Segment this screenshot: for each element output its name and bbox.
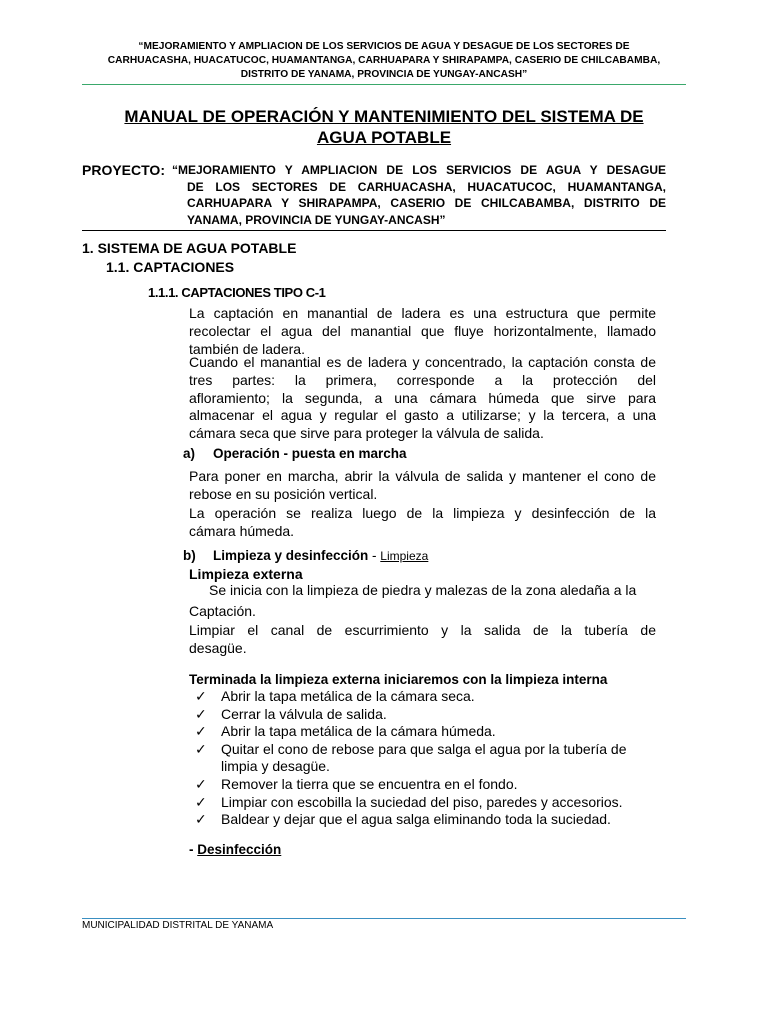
text-line: rebose en su posición vertical. <box>189 485 378 502</box>
text-line: afloramiento; la segunda, a una cámara húmeda que sirve para <box>189 389 656 406</box>
operation-paragraph <box>189 468 656 504</box>
channel-paragraph <box>189 622 656 658</box>
check-mark-icon: ✓ <box>195 705 207 722</box>
list-tag: b) <box>183 548 196 563</box>
check-mark-icon: ✓ <box>195 688 207 704</box>
step-text: Remover la tierra que se encuentra en el fondo. <box>221 775 518 792</box>
list-item <box>195 706 665 724</box>
list-item <box>195 741 665 776</box>
step-text: Baldear y dejar que el agua salga eliminando toda la suciedad. <box>221 811 611 828</box>
disinfection-heading <box>189 842 281 857</box>
header-line: “MEJORAMIENTO Y AMPLIACION DE LOS SERVICIOS DE AGUA Y DESAGUE DE LOS SECTORES DE <box>138 41 630 52</box>
header-divider <box>82 84 686 85</box>
step-text: Abrir la tapa metálica de la cámara seca. <box>221 688 475 704</box>
text-line: recolectar el agua del manantial que fluye horizontalmente, llamado <box>189 322 656 339</box>
footer-divider <box>82 918 686 919</box>
text-line: desagüe. <box>189 639 247 656</box>
list-item <box>195 811 665 829</box>
text-line: almacenar el agua y regular el gasto a utilizarse; y la tercera, a una <box>189 407 656 424</box>
step-text: Limpiar con escobilla la suciedad del piso, paredes y accesorios. <box>221 793 623 810</box>
step-text: Abrir la tapa metálica de la cámara húmeda. <box>221 723 496 740</box>
check-mark-icon: ✓ <box>195 723 207 740</box>
list-item <box>195 776 665 794</box>
check-mark-icon: ✓ <box>195 740 207 757</box>
text-line: Para poner en marcha, abrir la válvula de salida y mantener el cono de <box>189 468 656 484</box>
list-tag: a) <box>183 446 196 461</box>
internal-cleaning-title: Terminada la limpieza externa iniciaremos con la limpieza interna <box>189 672 608 687</box>
check-mark-icon: ✓ <box>195 811 207 828</box>
section-heading: 1. SISTEMA DE AGUA POTABLE <box>82 240 297 256</box>
text-line: cámara húmeda. <box>189 522 295 539</box>
document-title <box>82 106 686 148</box>
text-line: cámara seca que sirve para proteger la válvula de salida. <box>189 425 544 442</box>
check-mark-icon: ✓ <box>195 793 207 810</box>
text-line: también de ladera. <box>189 340 305 357</box>
footer-text: MUNICIPALIDAD DISTRITAL DE YANAMA <box>82 920 274 931</box>
step-text: Cerrar la válvula de salida. <box>221 705 387 722</box>
check-mark-icon: ✓ <box>195 775 207 792</box>
external-cleaning-line: Se inicia con la limpieza de piedra y malezas de la zona aledaña a la <box>209 582 637 598</box>
internal-cleaning-steps <box>195 688 665 829</box>
intro-paragraph <box>189 354 656 443</box>
project-divider <box>82 230 666 231</box>
project-line: DE LOS SECTORES DE CARHUACASHA, HUACATUCOC, HUAMANTANGA, <box>187 180 666 194</box>
text-line: tres partes: la primera, corresponde a la protección del <box>189 371 656 388</box>
heading-dash: - <box>368 548 381 563</box>
step-text: Quitar el cono de rebose para que salga el agua por la tubería de limpia y desagüe. <box>221 740 627 775</box>
subsubsection-heading: 1.1.1. CAPTACIONES TIPO C-1 <box>148 285 326 300</box>
cleaning-title-group <box>213 548 428 563</box>
project-label: PROYECTO: <box>82 162 165 178</box>
project-line: CARHUAPARA Y SHIRAPAMPA, CASERIO DE CHILCABAMBA, DISTRITO DE <box>187 196 666 211</box>
cleaning-link: Limpieza <box>380 549 429 563</box>
operation-paragraph <box>189 505 656 541</box>
list-item <box>195 794 665 812</box>
text-line: La captación en manantial de ladera es una estructura que permite <box>189 305 656 321</box>
project-line: YANAMA, PROVINCIA DE YUNGAY-ANCASH” <box>187 212 446 227</box>
text-line: Cuando el manantial es de ladera y concentrado, la captación consta de <box>189 354 656 370</box>
list-item <box>195 723 665 741</box>
header-line: CARHUACASHA, HUACATUCOC, HUAMANTANGA, CARHUAPARA Y SHIRAPAMPA, CASERIO DE CHILCABAMBA, <box>107 55 661 66</box>
project-line: “MEJORAMIENTO Y AMPLIACION DE LOS SERVICIOS DE AGUA Y DESAGUE <box>172 163 666 177</box>
text-line: La operación se realiza luego de la limpieza y desinfección de la <box>189 505 656 521</box>
external-cleaning-title: Limpieza externa <box>189 566 303 582</box>
text-line: Limpiar el canal de escurrimiento y la salida de la tubería de <box>189 622 656 638</box>
dash-prefix: - <box>189 842 198 857</box>
disinfection-label: Desinfección <box>197 842 282 857</box>
title-line: MANUAL DE OPERACIÓN Y MANTENIMIENTO DEL SISTEMA DE <box>124 107 644 126</box>
header-line: DISTRITO DE YANAMA, PROVINCIA DE YUNGAY-ANCASH” <box>240 69 528 80</box>
title-line: AGUA POTABLE <box>316 128 452 147</box>
cleaning-title: Limpieza y desinfección <box>213 548 369 563</box>
project-description <box>187 179 666 228</box>
list-item <box>195 688 665 706</box>
external-cleaning-line: Captación. <box>189 603 256 619</box>
operation-title: Operación - puesta en marcha <box>213 446 407 461</box>
subsection-heading: 1.1. CAPTACIONES <box>106 259 235 275</box>
intro-paragraph <box>189 305 656 358</box>
running-header <box>82 40 686 82</box>
